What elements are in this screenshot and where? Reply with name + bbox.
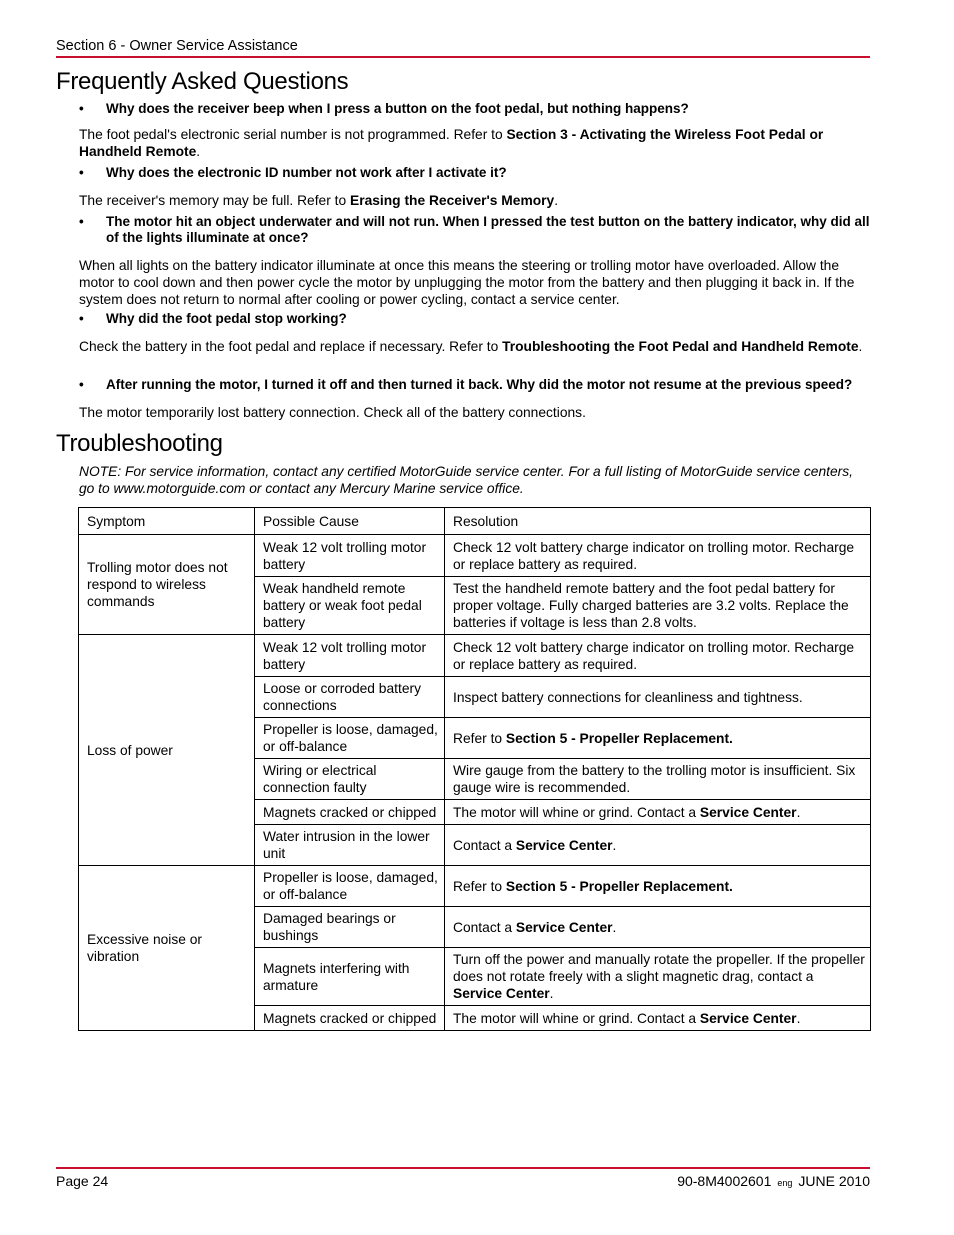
- resolution-text: Test the handheld remote battery and the foot pedal battery for proper voltage. Fully charged batteries are 3.2 volts. Replace the batteries if voltage is less than 2.8 volts.: [453, 581, 849, 630]
- resolution-text: Turn off the power and manually rotate the propeller. If the propeller does not rotate freely with a slight magnetic drag, contact a: [453, 952, 865, 984]
- faq-answer: [79, 338, 871, 355]
- faq-question-text: Why did the foot pedal stop working?: [106, 311, 347, 326]
- symptom-cell: Loss of power: [79, 635, 255, 866]
- faq-title: Frequently Asked Questions: [56, 68, 349, 95]
- faq-question-text: Why does the electronic ID number not work after I activate it?: [106, 165, 507, 180]
- resolution-text: The motor will whine or grind. Contact a: [453, 1010, 700, 1026]
- column-header: Resolution: [445, 508, 871, 535]
- note-text: For service information, contact any certified MotorGuide service center. For a full listing of MotorGuide service centers, go to www.motorguide.com or contact any Mercury Marine service office.: [79, 464, 853, 496]
- resolution-ref: Service Center: [699, 804, 797, 820]
- resolution-cell: [445, 535, 871, 577]
- resolution-ref: Service Center: [515, 837, 613, 853]
- resolution-ref: Section 5 - Propeller Replacement.: [505, 730, 733, 746]
- resolution-cell: [445, 907, 871, 948]
- header-rule: [56, 56, 870, 58]
- resolution-end: .: [612, 919, 617, 935]
- page-number: Page 24: [56, 1173, 109, 1189]
- resolution-text: Contact a: [453, 837, 516, 853]
- cause-cell: Propeller is loose, damaged, or off-balance: [255, 718, 445, 759]
- faq-answer-text: Check the battery in the foot pedal and replace if necessary. Refer to: [79, 339, 503, 354]
- resolution-cell: [445, 866, 871, 907]
- bullet: •: [79, 377, 84, 392]
- cause-cell: Weak 12 volt trolling motor battery: [255, 635, 445, 677]
- faq-answer-end: .: [554, 193, 559, 208]
- faq-question: [79, 311, 879, 327]
- faq-answer-end: .: [196, 144, 201, 159]
- bullet: •: [79, 214, 84, 229]
- troubleshooting-title: Troubleshooting: [56, 430, 223, 457]
- troubleshooting-table: [78, 507, 871, 1031]
- table-row: [79, 635, 871, 677]
- resolution-text: Contact a: [453, 919, 516, 935]
- resolution-ref: Service Center: [515, 919, 613, 935]
- resolution-cell: [445, 1006, 871, 1031]
- resolution-text: Check 12 volt battery charge indicator on trolling motor. Recharge or replace battery as required.: [453, 539, 855, 572]
- resolution-end: .: [796, 804, 801, 820]
- service-note: [79, 463, 871, 497]
- section-header-text: Section 6 - Owner Service Assistance: [56, 38, 298, 54]
- faq-question: [79, 377, 879, 393]
- faq-answer: [79, 257, 871, 308]
- faq-answer: [79, 404, 871, 421]
- symptom-cell: Excessive noise or vibration: [79, 866, 255, 1031]
- resolution-end: .: [796, 1010, 801, 1026]
- cause-cell: Weak 12 volt trolling motor battery: [255, 535, 445, 577]
- bullet: •: [79, 101, 84, 116]
- faq-answer-ref: Section 3 - Activating the Wireless Foot Pedal or Handheld Remote: [79, 127, 824, 159]
- cause-cell: Weak handheld remote battery or weak foot pedal battery: [255, 577, 445, 635]
- bullet: •: [79, 311, 84, 326]
- faq-answer: [79, 192, 871, 209]
- publication-date: JUNE 2010: [798, 1173, 870, 1189]
- cause-cell: Magnets cracked or chipped: [255, 1006, 445, 1031]
- faq-question-text: The motor hit an object underwater and will not run. When I pressed the test button on the battery indicator, why did all of the lights illuminate at once?: [106, 214, 870, 245]
- section-header: [56, 38, 870, 56]
- note-label: NOTE:: [79, 464, 122, 479]
- resolution-cell: [445, 800, 871, 825]
- resolution-text: Refer to: [453, 730, 506, 746]
- faq-answer-text: When all lights on the battery indicator illuminate at once this means the steering or trolling motor have overloaded. Allow the motor to cool down and then power cycle the motor by unplugging the motor from the battery and then plugging it back in. If the system does not return to normal after cooling or power cycling, contact a service center.: [79, 258, 855, 307]
- language-code: eng: [777, 1178, 793, 1188]
- resolution-end: .: [612, 837, 617, 853]
- column-header: Possible Cause: [255, 508, 445, 535]
- resolution-text: Inspect battery connections for cleanliness and tightness.: [453, 689, 803, 705]
- doc-info: [677, 1173, 870, 1189]
- resolution-cell: [445, 948, 871, 1006]
- faq-answer-ref: Erasing the Receiver's Memory: [350, 193, 555, 208]
- cause-cell: Wiring or electrical connection faulty: [255, 759, 445, 800]
- resolution-ref: Service Center: [699, 1010, 797, 1026]
- resolution-end: .: [549, 986, 554, 1001]
- cause-cell: Damaged bearings or bushings: [255, 907, 445, 948]
- cause-cell: Magnets interfering with armature: [255, 948, 445, 1006]
- faq-answer-text: The motor temporarily lost battery connection. Check all of the battery connections.: [79, 405, 586, 420]
- resolution-cell: [445, 759, 871, 800]
- resolution-text: The motor will whine or grind. Contact a: [453, 804, 700, 820]
- bullet: •: [79, 165, 84, 180]
- faq-question-text: Why does the receiver beep when I press a button on the foot pedal, but nothing happens?: [106, 101, 689, 116]
- faq-answer-text: The foot pedal's electronic serial number is not programmed. Refer to: [79, 127, 507, 142]
- resolution-ref: Section 5 - Propeller Replacement.: [505, 878, 733, 894]
- faq-answer-end: .: [858, 339, 863, 354]
- resolution-cell: [445, 825, 871, 866]
- faq-question-text: After running the motor, I turned it off and then turned it back. Why did the motor not resume at the previous speed?: [106, 377, 853, 392]
- faq-question: [79, 214, 879, 246]
- table-row: [79, 866, 871, 907]
- footer-rule: [56, 1167, 870, 1169]
- table-row: [79, 535, 871, 577]
- resolution-text: Check 12 volt battery charge indicator on trolling motor. Recharge or replace battery as required.: [453, 639, 855, 672]
- resolution-cell: [445, 577, 871, 635]
- table-header-row: [79, 508, 871, 535]
- cause-cell: Water intrusion in the lower unit: [255, 825, 445, 866]
- resolution-ref: Service Center: [453, 986, 550, 1001]
- faq-answer-ref: Troubleshooting the Foot Pedal and Handheld Remote: [502, 339, 859, 354]
- faq-answer: [79, 126, 871, 160]
- resolution-text: Wire gauge from the battery to the trolling motor is insufficient. Six gauge wire is recommended.: [453, 763, 856, 795]
- cause-cell: Loose or corroded battery connections: [255, 677, 445, 718]
- resolution-cell: [445, 635, 871, 677]
- cause-cell: Propeller is loose, damaged, or off-balance: [255, 866, 445, 907]
- doc-number: 90-8M4002601: [677, 1173, 772, 1189]
- faq-question: [79, 101, 879, 117]
- symptom-cell: Trolling motor does not respond to wireless commands: [79, 535, 255, 635]
- cause-cell: Magnets cracked or chipped: [255, 800, 445, 825]
- resolution-cell: [445, 718, 871, 759]
- resolution-cell: [445, 677, 871, 718]
- faq-answer-text: The receiver's memory may be full. Refer to: [79, 193, 350, 208]
- resolution-text: Refer to: [453, 878, 506, 894]
- column-header: Symptom: [79, 508, 255, 535]
- faq-question: [79, 165, 879, 181]
